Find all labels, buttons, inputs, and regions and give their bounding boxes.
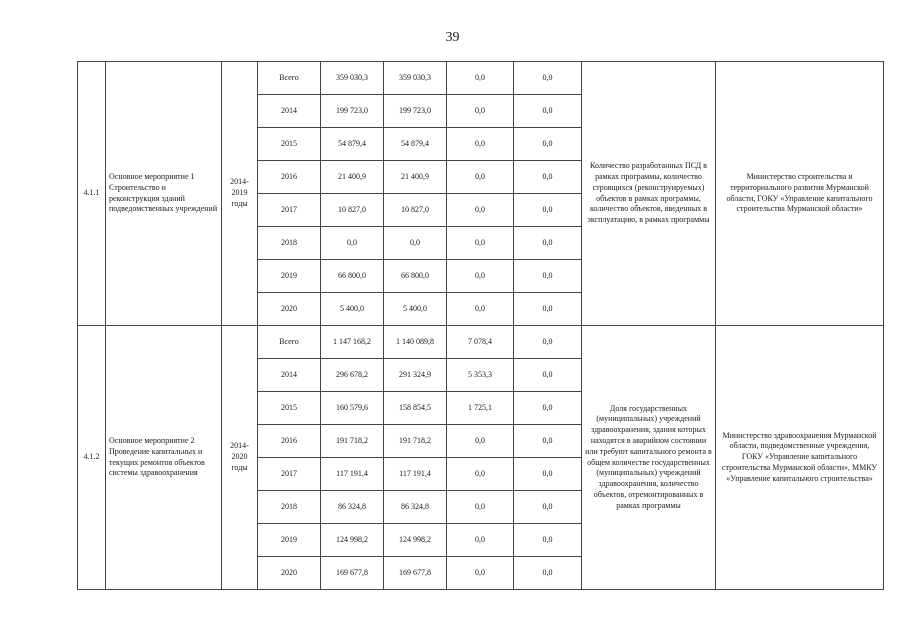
- federal-cell: 7 078,4: [447, 326, 514, 359]
- year-cell: Всего: [258, 326, 321, 359]
- activity-period: 2014-2020 годы: [222, 326, 258, 590]
- other-cell: 0,0: [514, 260, 582, 293]
- federal-cell: 0,0: [447, 293, 514, 326]
- executor-text: Министерство здравоохранения Мурманской области, подведомственные учреждения, ГОКУ «Управление капитального строительства Мурманской области», ММКУ «Управление капитального строительства»: [716, 326, 884, 590]
- total-cell: 199 723,0: [321, 95, 384, 128]
- federal-cell: 0,0: [447, 161, 514, 194]
- other-cell: 0,0: [514, 458, 582, 491]
- regional-cell: 21 400,9: [384, 161, 447, 194]
- other-cell: 0,0: [514, 524, 582, 557]
- other-cell: 0,0: [514, 95, 582, 128]
- page-number: 39: [445, 30, 460, 45]
- total-cell: 1 147 168,2: [321, 326, 384, 359]
- regional-cell: 291 324,9: [384, 359, 447, 392]
- other-cell: 0,0: [514, 293, 582, 326]
- year-cell: 2019: [258, 260, 321, 293]
- other-cell: 0,0: [514, 326, 582, 359]
- activity-name: Основное мероприятие 2 Проведение капитальных и текущих ремонтов объектов системы здравоохранения: [106, 326, 222, 590]
- other-cell: 0,0: [514, 227, 582, 260]
- regional-cell: 117 191,4: [384, 458, 447, 491]
- federal-cell: 0,0: [447, 128, 514, 161]
- year-cell: 2014: [258, 359, 321, 392]
- other-cell: 0,0: [514, 62, 582, 95]
- other-cell: 0,0: [514, 128, 582, 161]
- total-cell: 54 879,4: [321, 128, 384, 161]
- federal-cell: 0,0: [447, 458, 514, 491]
- total-cell: 359 030,3: [321, 62, 384, 95]
- activity-number: 4.1.2: [78, 326, 106, 590]
- federal-cell: 0,0: [447, 425, 514, 458]
- regional-cell: 10 827,0: [384, 194, 447, 227]
- total-cell: 160 579,6: [321, 392, 384, 425]
- year-cell: 2018: [258, 227, 321, 260]
- federal-cell: 0,0: [447, 260, 514, 293]
- year-cell: Всего: [258, 62, 321, 95]
- activity-name: Основное мероприятие 1 Строительство и реконструкция зданий подведомственных учреждений: [106, 62, 222, 326]
- federal-cell: 0,0: [447, 227, 514, 260]
- table-row: [78, 326, 884, 359]
- regional-cell: 1 140 089,8: [384, 326, 447, 359]
- year-cell: 2016: [258, 425, 321, 458]
- federal-cell: 5 353,3: [447, 359, 514, 392]
- indicator-text: Количество разработанных ПСД в рамках программы, количество строящихся (реконструируемых) объектов в рамках программы, количество объектов, введенных в эксплуатацию, в рамках программы: [582, 62, 716, 326]
- year-cell: 2014: [258, 95, 321, 128]
- activity-period: 2014-2019 годы: [222, 62, 258, 326]
- other-cell: 0,0: [514, 425, 582, 458]
- federal-cell: 0,0: [447, 95, 514, 128]
- total-cell: 5 400,0: [321, 293, 384, 326]
- program-activities-table: [77, 61, 884, 590]
- regional-cell: 158 854,5: [384, 392, 447, 425]
- regional-cell: 86 324,8: [384, 491, 447, 524]
- total-cell: 191 718,2: [321, 425, 384, 458]
- year-cell: 2018: [258, 491, 321, 524]
- year-cell: 2017: [258, 458, 321, 491]
- regional-cell: 169 677,8: [384, 557, 447, 590]
- year-cell: 2015: [258, 128, 321, 161]
- regional-cell: 54 879,4: [384, 128, 447, 161]
- year-cell: 2015: [258, 392, 321, 425]
- regional-cell: 0,0: [384, 227, 447, 260]
- total-cell: 124 998,2: [321, 524, 384, 557]
- federal-cell: 1 725,1: [447, 392, 514, 425]
- other-cell: 0,0: [514, 161, 582, 194]
- year-cell: 2019: [258, 524, 321, 557]
- total-cell: 10 827,0: [321, 194, 384, 227]
- total-cell: 296 678,2: [321, 359, 384, 392]
- total-cell: 117 191,4: [321, 458, 384, 491]
- regional-cell: 66 800,0: [384, 260, 447, 293]
- other-cell: 0,0: [514, 557, 582, 590]
- federal-cell: 0,0: [447, 62, 514, 95]
- total-cell: 66 800,0: [321, 260, 384, 293]
- federal-cell: 0,0: [447, 557, 514, 590]
- regional-cell: 199 723,0: [384, 95, 447, 128]
- federal-cell: 0,0: [447, 194, 514, 227]
- regional-cell: 124 998,2: [384, 524, 447, 557]
- total-cell: 0,0: [321, 227, 384, 260]
- regional-cell: 5 400,0: [384, 293, 447, 326]
- year-cell: 2016: [258, 161, 321, 194]
- other-cell: 0,0: [514, 194, 582, 227]
- total-cell: 21 400,9: [321, 161, 384, 194]
- total-cell: 86 324,8: [321, 491, 384, 524]
- year-cell: 2017: [258, 194, 321, 227]
- other-cell: 0,0: [514, 392, 582, 425]
- other-cell: 0,0: [514, 359, 582, 392]
- year-cell: 2020: [258, 293, 321, 326]
- regional-cell: 359 030,3: [384, 62, 447, 95]
- table-row: [78, 62, 884, 95]
- regional-cell: 191 718,2: [384, 425, 447, 458]
- year-cell: 2020: [258, 557, 321, 590]
- executor-text: Министерство строительства и территориального развития Мурманской области, ГОКУ «Управление капитального строительства Мурманской области»: [716, 62, 884, 326]
- federal-cell: 0,0: [447, 524, 514, 557]
- federal-cell: 0,0: [447, 491, 514, 524]
- activity-number: 4.1.1: [78, 62, 106, 326]
- indicator-text: Доля государственных (муниципальных) учреждений здравоохранения, здания которых находятся в аварийном состоянии или требуют капитального ремонта в общем количестве государственных (муниципальных) учреждений здравоохранения, количество объектов, отремонтированных в рамках программы: [582, 326, 716, 590]
- total-cell: 169 677,8: [321, 557, 384, 590]
- other-cell: 0,0: [514, 491, 582, 524]
- table-body: [78, 62, 884, 590]
